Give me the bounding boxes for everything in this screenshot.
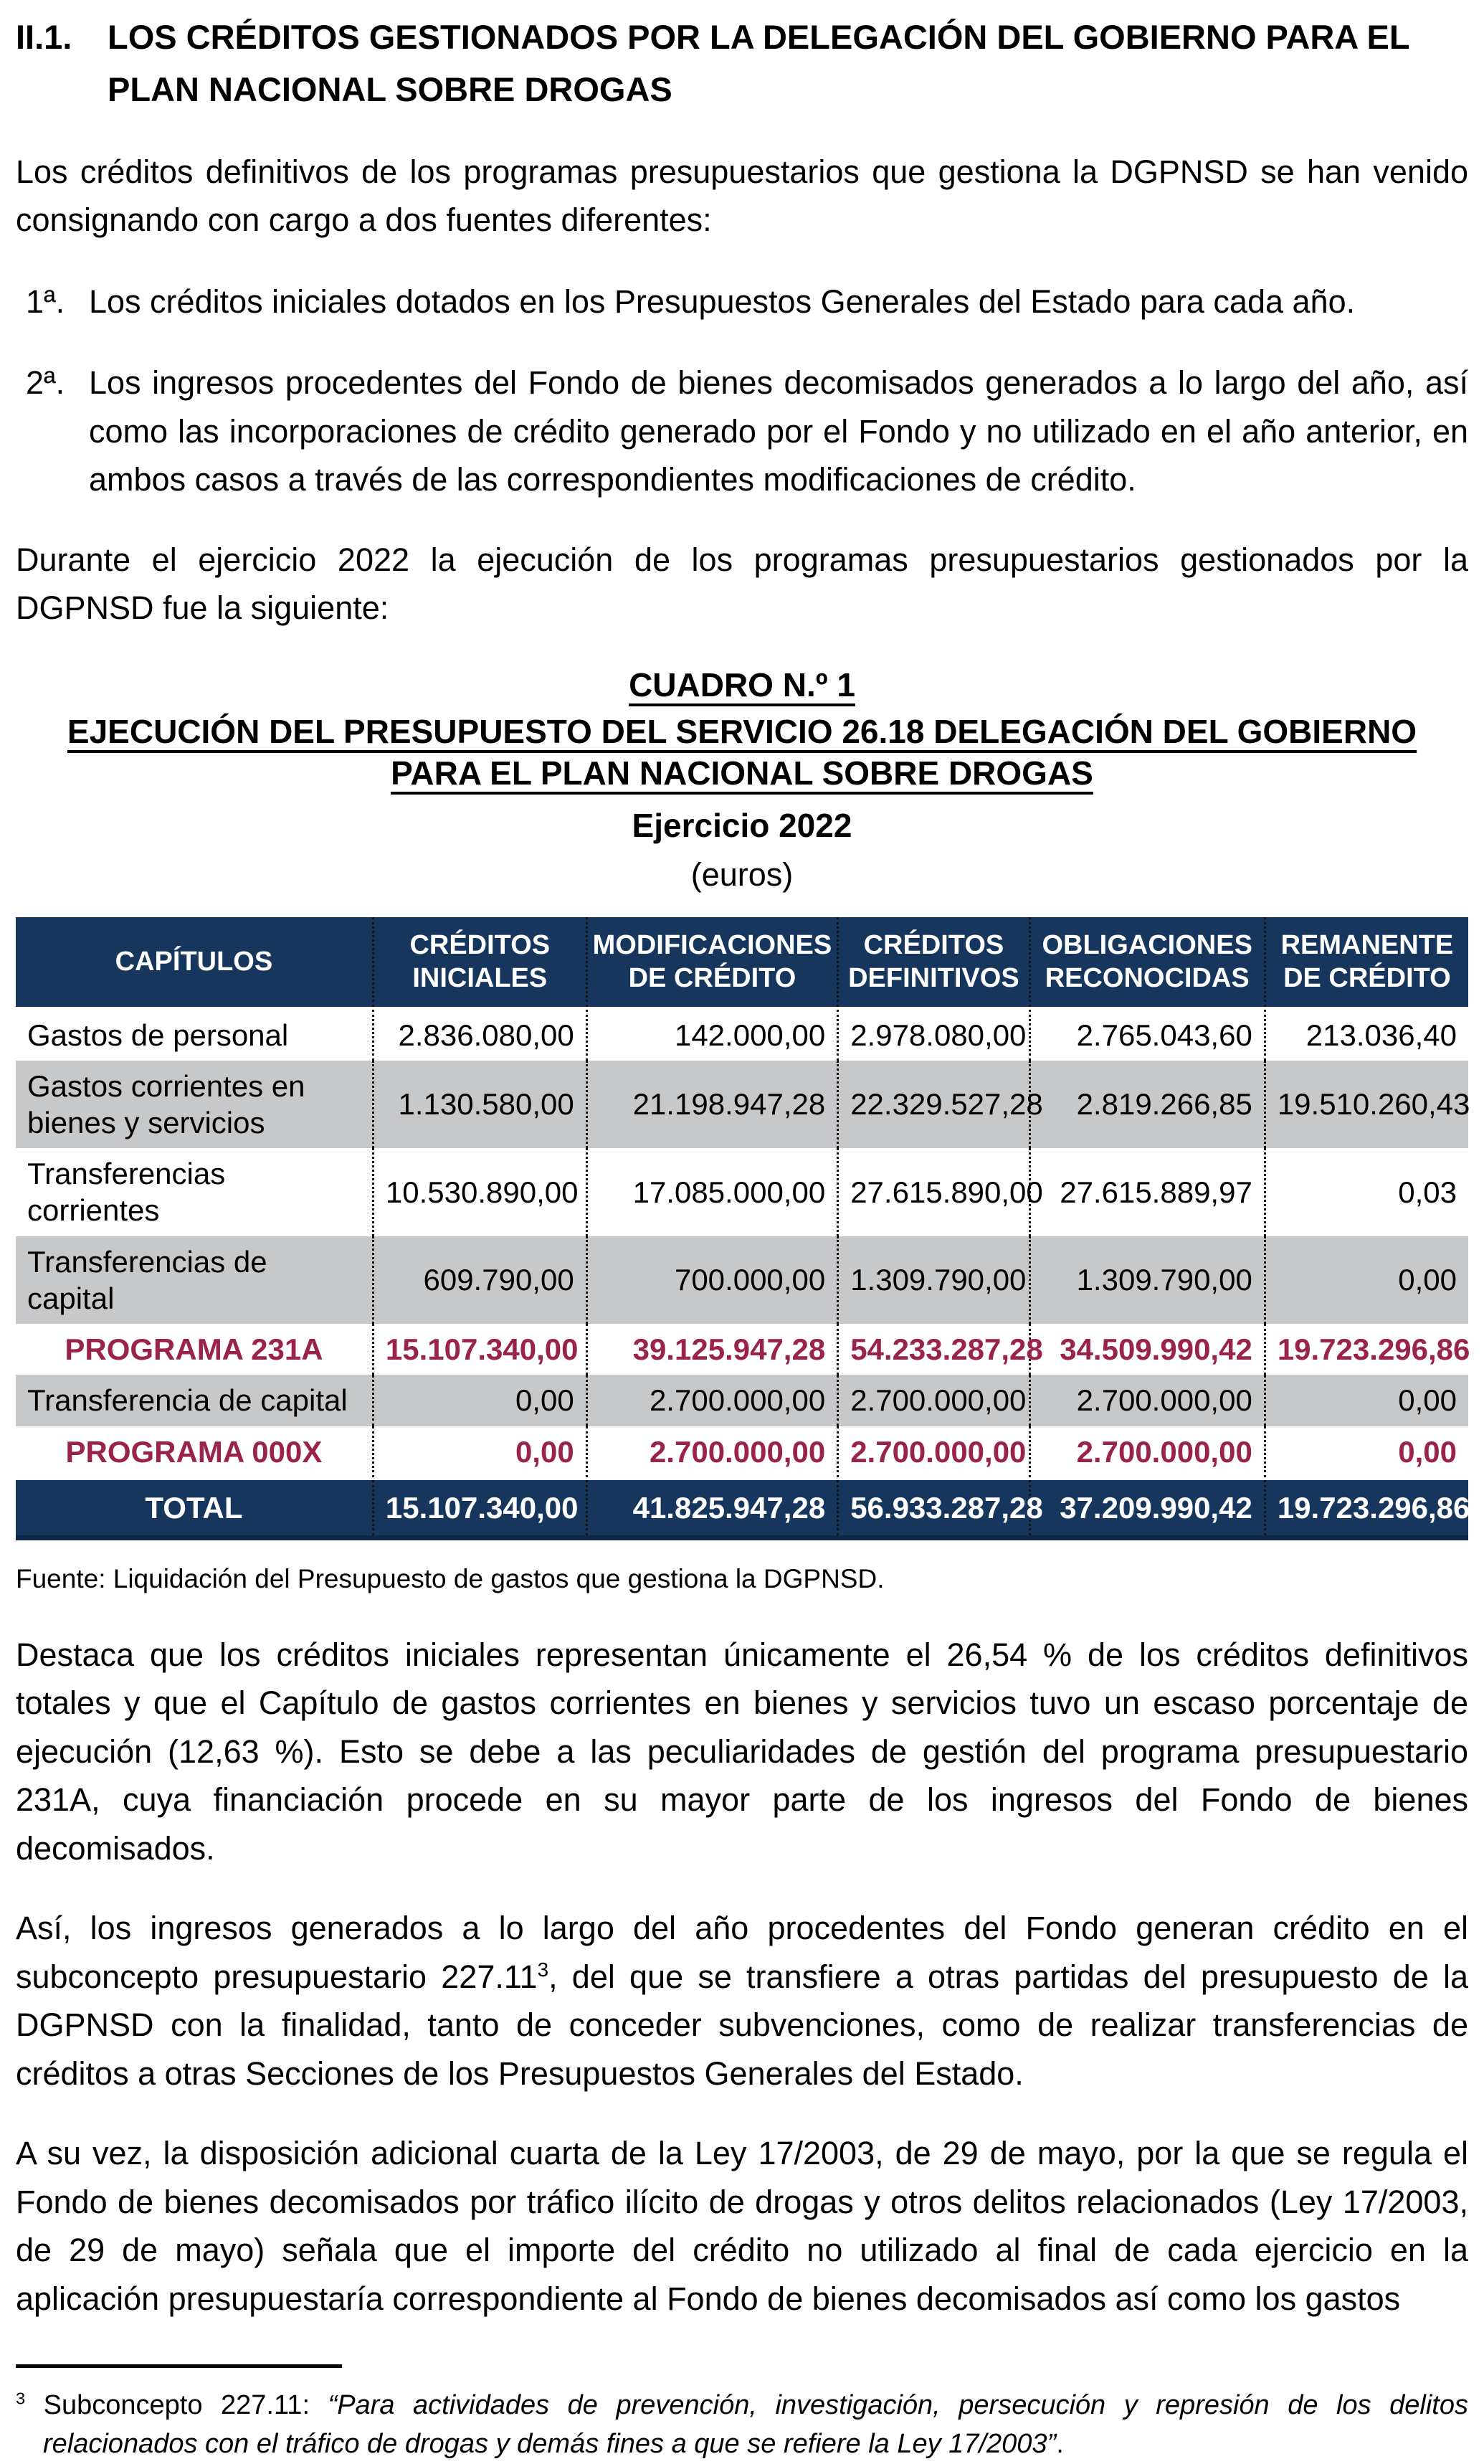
cell-value: 15.107.340,00 <box>373 1479 586 1538</box>
cell-value: 2.700.000,00 <box>838 1375 1029 1426</box>
table-row <box>16 1148 1468 1236</box>
cell-value: 213.036,40 <box>1265 1008 1468 1061</box>
column-header-obligaciones: OBLIGACIONES RECONOCIDAS <box>1029 917 1265 1008</box>
cell-value: 700.000,00 <box>586 1236 837 1324</box>
cell-value: 2.700.000,00 <box>586 1426 837 1479</box>
cell-value: 0,00 <box>1265 1236 1468 1324</box>
cell-value: 609.790,00 <box>373 1236 586 1324</box>
cell-value: 0,00 <box>1265 1375 1468 1426</box>
table-row <box>16 1008 1468 1061</box>
cell-value: 19.723.296,86 <box>1265 1324 1468 1375</box>
table-caption-unit: (euros) <box>690 856 794 894</box>
cell-value: 2.819.266,85 <box>1029 1061 1265 1148</box>
section-number: II.1. <box>16 18 72 56</box>
cell-value: 1.309.790,00 <box>838 1236 1029 1324</box>
cell-value: 2.978.080,00 <box>838 1008 1029 1061</box>
cell-value: 2.700.000,00 <box>1029 1426 1265 1479</box>
cell-value: 1.130.580,00 <box>373 1061 586 1148</box>
row-label: PROGRAMA 000X <box>65 1434 323 1469</box>
cell-value: 37.209.990,42 <box>1029 1479 1265 1538</box>
row-label: TOTAL <box>16 1479 373 1538</box>
cell-value: 19.723.296,86 <box>1265 1479 1468 1538</box>
cell-value: 41.825.947,28 <box>586 1479 837 1538</box>
cell-value: 19.510.260,43 <box>1265 1061 1468 1148</box>
list-marker-1: 1ª. <box>26 283 65 320</box>
column-header-creditos-definitivos: CRÉDITOS DEFINITIVOS <box>838 917 1029 1008</box>
cell-value: 1.309.790,00 <box>1029 1236 1265 1324</box>
cell-value: 0,00 <box>373 1375 586 1426</box>
cell-value: 54.233.287,28 <box>838 1324 1029 1375</box>
row-label: Transferencias de capital <box>16 1236 373 1324</box>
list-text-1: Los créditos iniciales dotados en los Presupuestos Generales del Estado para cada año. <box>89 283 1356 320</box>
table-caption-block <box>16 664 1468 896</box>
column-header-capitulos: CAPÍTULOS <box>16 917 373 1008</box>
row-label: Gastos corrientes en bienes y servicios <box>16 1061 373 1148</box>
column-header-modificaciones: MODIFICACIONES DE CRÉDITO <box>586 917 837 1008</box>
cell-value: 17.085.000,00 <box>586 1148 837 1236</box>
footnote <box>16 2387 1468 2464</box>
paragraph-destaca: Destaca que los créditos iniciales representan únicamente el 26,54 % de los créditos definitivos totales y que el Capítulo de gastos corrientes en bienes y servicios tuvo un escaso porcentaje de ejecución (12,63 %). Esto se debe a las peculiaridades de gestión del programa presupuestario 231A, cuya financiación procede en su mayor parte de los ingresos del Fondo de bienes decomisados. <box>16 1636 1468 1867</box>
budget-table <box>16 917 1468 1540</box>
table-caption-number-text: CUADRO N.º 1 <box>629 665 855 703</box>
cell-value: 10.530.890,00 <box>373 1148 586 1236</box>
cell-value: 0,00 <box>373 1426 586 1479</box>
footnote-separator <box>16 2364 342 2368</box>
row-label: PROGRAMA 231A <box>65 1332 323 1367</box>
cell-value: 22.329.527,28 <box>838 1061 1029 1148</box>
section-title: LOS CRÉDITOS GESTIONADOS POR LA DELEGACIÓN DEL GOBIERNO PARA EL PLAN NACIONAL SOBRE DROGAS <box>108 18 1409 108</box>
list-text-2: Los ingresos procedentes del Fondo de bienes decomisados generados a lo largo del año, así como las incorporaciones de crédito generado por el Fondo y no utilizado en el año anterior, en ambos casos a través de las correspondientes modificaciones de crédito. <box>89 364 1468 498</box>
cell-value: 2.700.000,00 <box>586 1375 837 1426</box>
table-row <box>16 1061 1468 1148</box>
footnote-quote: “Para actividades de prevención, investigación, persecución y represión de los delitos relacionados con el tráfico de drogas y demás fines a que se refiere la Ley 17/2003” <box>43 2390 1468 2460</box>
list-item-1 <box>16 278 1468 326</box>
table-caption-period: Ejercicio 2022 <box>632 807 852 845</box>
table-header-row <box>16 917 1468 1008</box>
list-item-2 <box>16 359 1468 504</box>
cell-value: 34.509.990,42 <box>1029 1324 1265 1375</box>
table-caption-title: EJECUCIÓN DEL PRESUPUESTO DEL SERVICIO 26.18 DELEGACIÓN DEL GOBIERNO PARA EL PLAN NACIONAL SOBRE DROGAS <box>67 712 1417 792</box>
cell-value: 2.700.000,00 <box>838 1426 1029 1479</box>
column-header-remanente: REMANENTE DE CRÉDITO <box>1265 917 1468 1008</box>
cell-value: 27.615.890,00 <box>838 1148 1029 1236</box>
table-header <box>16 917 1468 1008</box>
cell-value: 27.615.889,97 <box>1029 1148 1265 1236</box>
cell-value: 2.700.000,00 <box>1029 1375 1265 1426</box>
table-caption-number <box>16 664 1468 706</box>
cell-value: 2.836.080,00 <box>373 1008 586 1061</box>
table-row-programa-000x <box>16 1426 1468 1479</box>
cell-value: 142.000,00 <box>586 1008 837 1061</box>
paragraph-asi-text: Así, los ingresos generados a lo largo del año procedentes del Fondo generan crédito en el subconcepto presupuestario 227.11 <box>16 1910 1468 1995</box>
column-header-creditos-iniciales: CRÉDITOS INICIALES <box>373 917 586 1008</box>
table-source-note: Fuente: Liquidación del Presupuesto de gastos que gestiona la DGPNSD. <box>16 1564 885 1594</box>
footnote-reference: 3 <box>537 1958 549 1981</box>
table-row-total <box>16 1479 1468 1538</box>
cell-value: 56.933.287,28 <box>838 1479 1029 1538</box>
footnote-number: 3 <box>16 2389 26 2408</box>
cell-value: 0,03 <box>1265 1148 1468 1236</box>
section-heading <box>16 11 1468 116</box>
table-row <box>16 1236 1468 1324</box>
footnote-tail: . <box>1056 2429 1064 2460</box>
paragraph-durante: Durante el ejercicio 2022 la ejecución de los programas presupuestarios gestionados por la DGPNSD fue la siguiente: <box>16 541 1468 627</box>
footnote-lead: Subconcepto 227.11: <box>25 2390 328 2421</box>
paragraph-asuvez: A su vez, la disposición adicional cuarta de la Ley 17/2003, de 29 de mayo, por la que se regula el Fondo de bienes decomisados por tráfico ilícito de drogas y otros delitos relacionados (Ley 17/2003, de 29 de mayo) señala que el importe del crédito no utilizado al final de cada ejercicio en la aplicación presupuestaría correspondiente al Fondo de bienes decomisados así como los gastos <box>16 2135 1468 2317</box>
cell-value: 0,00 <box>1265 1426 1468 1479</box>
cell-value: 39.125.947,28 <box>586 1324 837 1375</box>
row-label: Transferencias corrientes <box>27 1157 226 1228</box>
row-label: Gastos de personal <box>27 1018 289 1052</box>
cell-value: 21.198.947,28 <box>586 1061 837 1148</box>
cell-value: 15.107.340,00 <box>373 1324 586 1375</box>
table-row <box>16 1375 1468 1426</box>
paragraph-asi <box>16 1904 1468 2098</box>
cell-value: 2.765.043,60 <box>1029 1008 1265 1061</box>
paragraph-intro: Los créditos definitivos de los programas presupuestarios que gestiona la DGPNSD se han venido consignando con cargo a dos fuentes diferentes: <box>16 153 1468 239</box>
list-marker-2: 2ª. <box>26 364 65 402</box>
paragraph-asi-text-cont: , del que se transfiere a otras partidas del presupuesto de la DGPNSD con la finalidad, tanto de conceder subvenciones, como de realizar transferencias de créditos a otras Secciones de los Presupuestos Generales del Estado. <box>16 1958 1468 2092</box>
table-row-programa-231a <box>16 1324 1468 1375</box>
table-body <box>16 1008 1468 1538</box>
row-label: Transferencia de capital <box>16 1375 373 1426</box>
